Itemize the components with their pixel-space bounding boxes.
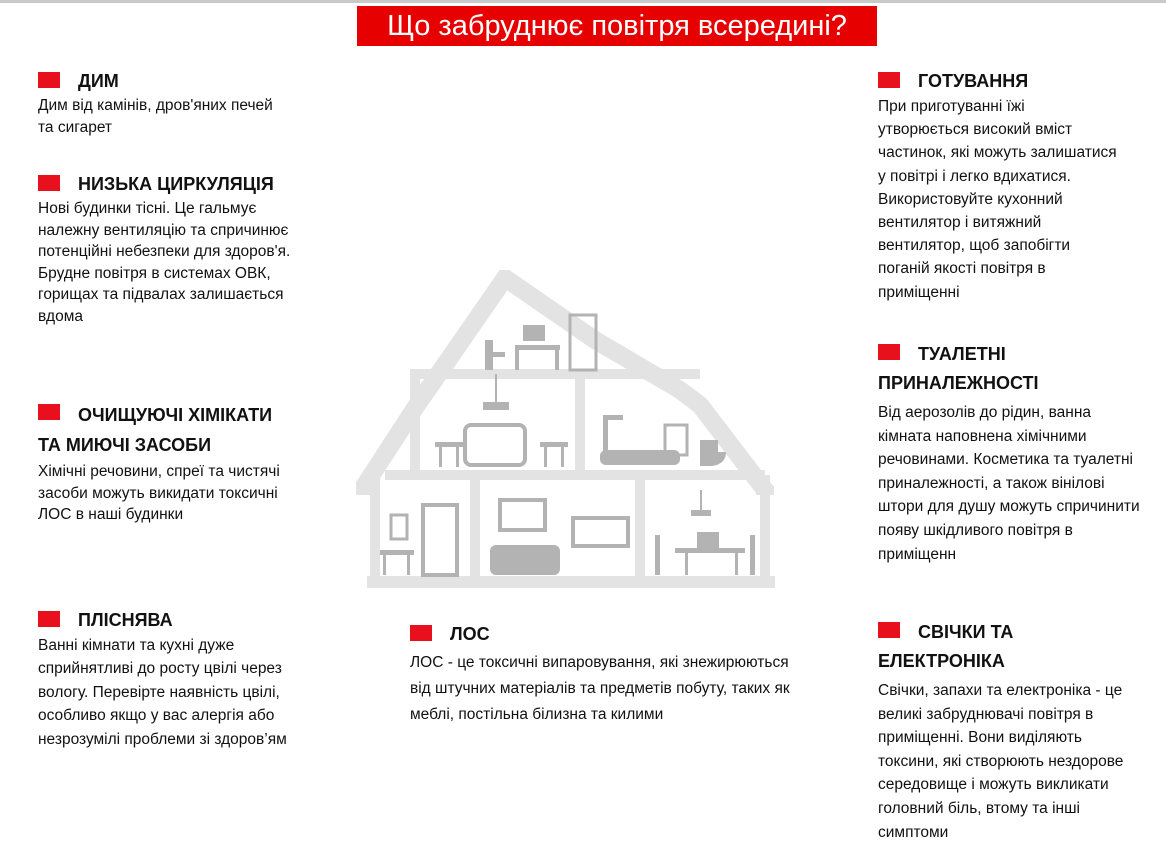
- red-square-icon: [410, 625, 432, 641]
- red-square-icon: [38, 611, 60, 627]
- section-toiletries: [878, 340, 1148, 566]
- red-square-icon: [878, 72, 900, 88]
- section-heading: [38, 400, 278, 460]
- section-title: ПЛІСНЯВА: [78, 610, 173, 630]
- section-text: Дим від камінів, дров'яних печей та сигарет: [38, 97, 273, 136]
- section-heading: [878, 68, 1148, 94]
- section-chemicals: [38, 400, 328, 526]
- page-title: Що забруднює повітря всередині?: [357, 6, 877, 46]
- section-voc: [410, 621, 810, 728]
- section-text: Від аерозолів до рідин, ванна кімната наповнена хімічними речовинами. Косметика та туалетні приналежності, а також вінілові штори для душу можуть спричинити появу шкідливого повітря в приміщенн: [878, 404, 1140, 563]
- section-title: НИЗЬКА ЦИРКУЛЯЦІЯ: [78, 174, 274, 194]
- section-title: ДИМ: [78, 71, 119, 91]
- red-square-icon: [38, 404, 60, 420]
- section-text: Нові будинки тісні. Це гальмує належну вентиляцію та спричинює потенційні небезпеки для здоров'я. Брудне повітря в системах ОВК, горищах та підвалах залишається вдома: [38, 200, 291, 325]
- section-text: ЛОС - це токсичні випаровування, які знежирюються від штучних матеріалів та предметів побуту, таких як меблі, постільна білизна та килими: [410, 654, 790, 723]
- top-border: [0, 0, 1166, 3]
- section-heading: [38, 68, 328, 94]
- section-heading: [38, 171, 328, 197]
- red-square-icon: [878, 622, 900, 638]
- section-title: СВІЧКИ ТА ЕЛЕКТРОНІКА: [878, 622, 1014, 671]
- section-circulation: [38, 171, 328, 328]
- section-text: Хімічні речовини, спреї та чистячі засоби можуть викидати токсичні ЛОС в наші будинки: [38, 463, 280, 524]
- section-heading: [410, 621, 810, 647]
- section-heading: [878, 340, 1118, 398]
- section-heading: [38, 607, 328, 633]
- section-heading: [878, 618, 1068, 676]
- house-cross-section-icon: [355, 270, 785, 590]
- section-candles: [878, 618, 1148, 844]
- section-title: ТУАЛЕТНІ ПРИНАЛЕЖНОСТІ: [878, 344, 1039, 393]
- red-square-icon: [878, 344, 900, 360]
- section-text: Свічки, запахи та електроніка - це великі забруднювачі повітря в приміщенні. Вони виділяють токсини, які створюють нездорове середовище і можуть викликати головний біль, втому та інші симптоми: [878, 682, 1124, 841]
- section-mold: [38, 607, 328, 751]
- section-smoke: [38, 68, 328, 138]
- red-square-icon: [38, 72, 60, 88]
- section-text: Ванні кімнати та кухні дуже сприйнятливі до росту цвілі через вологу. Перевірте наявність цвілі, особливо якщо у вас алергія або незрозумілі проблеми зі здоров’ям: [38, 637, 287, 748]
- section-title: ОЧИЩУЮЧІ ХІМІКАТИ ТА МИЮЧІ ЗАСОБИ: [38, 405, 273, 455]
- red-square-icon: [38, 175, 60, 191]
- section-text: При приготуванні їжі утворюється високий вміст частинок, які можуть залишатися у повітрі і легко вдихатися. Використовуйте кухонний вентилятор і витяжний вентилятор, щоб запобігти поганій якості повітря в приміщенні: [878, 98, 1117, 301]
- section-title: ГОТУВАННЯ: [918, 71, 1029, 91]
- section-cooking: [878, 68, 1148, 304]
- section-title: ЛОС: [450, 624, 490, 644]
